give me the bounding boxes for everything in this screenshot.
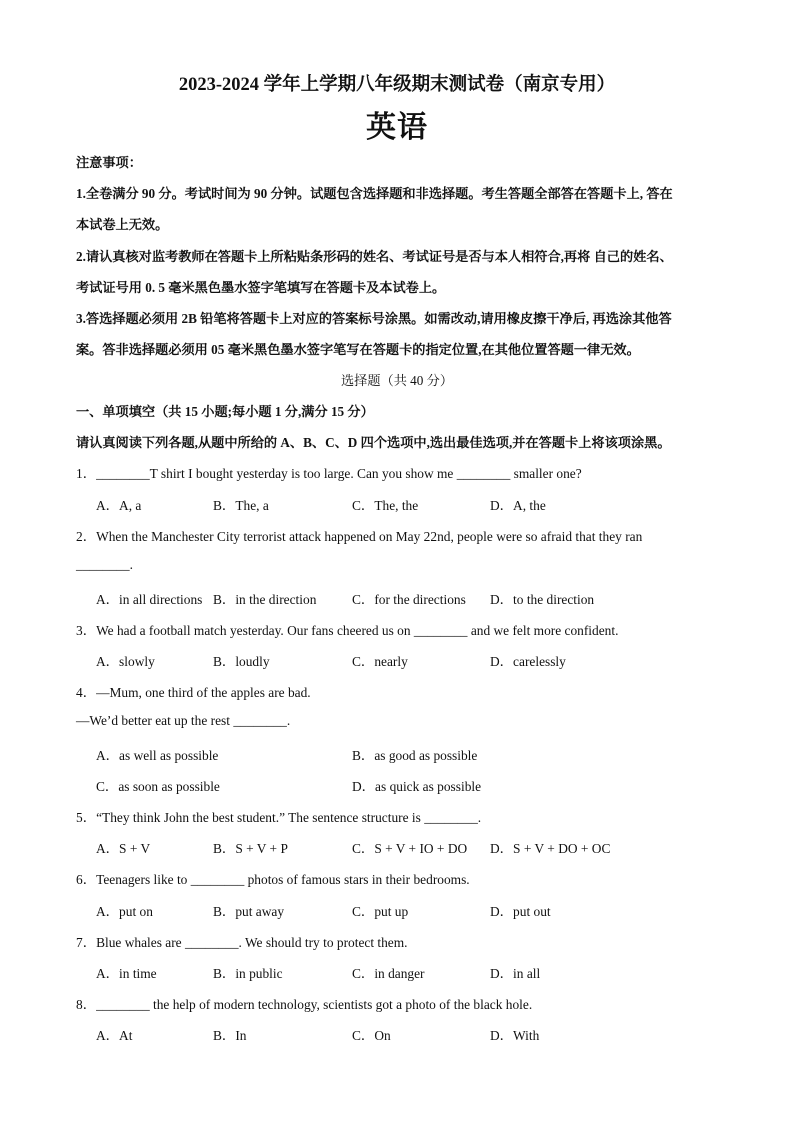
notice-heading: 注意事项：	[76, 155, 142, 170]
question-8-text: 8．________ the help of modern technology, scientists got a photo of the black hole.	[76, 997, 533, 1012]
question-3-option-c: C．nearly	[352, 654, 408, 669]
notice-line: 考试证号用 0. 5 毫米黑色墨水签字笔填写在答题卡及本试卷上。	[76, 280, 446, 295]
question-7-option-b: B．in public	[213, 966, 283, 981]
notice-line: 3.答选择题必须用 2B 铅笔将答题卡上对应的答案标号涂黑。如需改动,请用橡皮擦干净后, 再选涂其他答	[76, 311, 672, 326]
question-1-text: 1．________T shirt I bought yesterday is too large. Can you show me ________ smaller one?	[76, 466, 582, 481]
question-4-text: 4．—Mum, one third of the apples are bad.	[76, 685, 311, 700]
question-5-option-c: C．S + V + IO + DO	[352, 841, 468, 856]
notice-line: 本试卷上无效。	[76, 217, 169, 232]
question-1-option-b: B．The, a	[213, 498, 269, 513]
part-instruction: 请认真阅读下列各题,从题中所给的 A、B、C、D 四个选项中,选出最佳选项,并在答题卡上将该项涂黑。	[76, 435, 671, 450]
question-5-option-a: A．S + V	[96, 841, 151, 856]
question-1-option-d: D．A, the	[490, 498, 546, 513]
question-8-option-a: A．At	[96, 1028, 133, 1043]
question-5-option-b: B．S + V + P	[213, 841, 288, 856]
question-2-option-c: C．for the directions	[352, 592, 466, 607]
question-3-option-b: B．loudly	[213, 654, 270, 669]
question-2-text-continued: ________.	[76, 557, 133, 572]
question-4-option-a: A．as well as possible	[96, 748, 219, 763]
question-2-option-b: B．in the direction	[213, 592, 317, 607]
notice-line: 2.请认真核对监考教师在答题卡上所粘贴条形码的姓名、考试证号是否与本人相符合,再将 自己的姓名、	[76, 249, 673, 264]
question-2-option-a: A．in all directions	[96, 592, 203, 607]
notice-line: 1.全卷满分 90 分。考试时间为 90 分钟。试题包含选择题和非选择题。考生答题全部答在答题卡上, 答在	[76, 186, 673, 201]
subject-title: 英语	[366, 111, 428, 144]
question-3-option-a: A．slowly	[96, 654, 155, 669]
question-6-option-a: A．put on	[96, 904, 153, 919]
question-5-option-d: D．S + V + DO + OC	[490, 841, 611, 856]
question-7-option-c: C．in danger	[352, 966, 425, 981]
question-1-option-c: C．The, the	[352, 498, 419, 513]
question-7-option-a: A．in time	[96, 966, 157, 981]
question-8-option-c: C．On	[352, 1028, 391, 1043]
question-5-text: 5．“They think John the best student.” The sentence structure is ________.	[76, 810, 482, 825]
question-4-option-b: B．as good as possible	[352, 748, 478, 763]
question-6-option-d: D．put out	[490, 904, 551, 919]
question-6-option-c: C．put up	[352, 904, 409, 919]
question-6-text: 6．Teenagers like to ________ photos of famous stars in their bedrooms.	[76, 872, 470, 887]
question-7-option-d: D．in all	[490, 966, 541, 981]
question-8-option-b: B．In	[213, 1028, 247, 1043]
question-1-option-a: A．A, a	[96, 498, 142, 513]
part-title: 一、单项填空（共 15 小题;每小题 1 分,满分 15 分）	[76, 404, 374, 419]
exam-title: 2023-2024 学年上学期八年级期末测试卷（南京专用）	[178, 75, 616, 95]
question-2-option-d: D．to the direction	[490, 592, 595, 607]
section-title: 选择题（共 40 分）	[340, 373, 454, 388]
question-3-text: 3．We had a football match yesterday. Our fans cheered us on ________ and we felt more confident.	[76, 623, 619, 638]
question-7-text: 7．Blue whales are ________. We should try to protect them.	[76, 935, 408, 950]
question-2-text: 2．When the Manchester City terrorist attack happened on May 22nd, people were so afraid that they ran	[76, 529, 643, 544]
question-4-option-d: D．as quick as possible	[352, 779, 482, 794]
question-4-option-c: C．as soon as possible	[96, 779, 220, 794]
question-6-option-b: B．put away	[213, 904, 285, 919]
question-3-option-d: D．carelessly	[490, 654, 566, 669]
question-4-text-continued: —We’d better eat up the rest ________.	[76, 713, 291, 728]
notice-line: 案。答非选择题必须用 05 毫米黑色墨水签字笔写在答题卡的指定位置,在其他位置答题一律无效。	[76, 342, 640, 357]
question-8-option-d: D．With	[490, 1028, 540, 1043]
